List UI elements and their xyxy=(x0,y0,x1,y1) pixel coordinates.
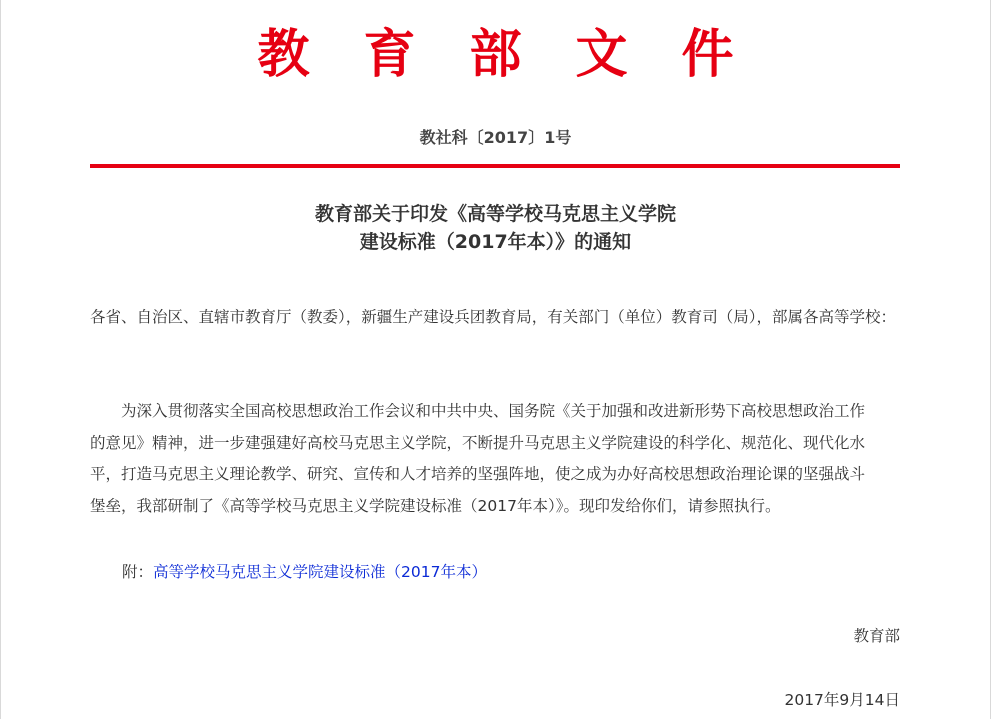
issue-date: 2017年9月14日 xyxy=(784,691,900,709)
attachment-link[interactable]: 高等学校马克思主义学院建设标准（2017年本） xyxy=(153,563,487,581)
notice-title-line-1: 教育部关于印发《高等学校马克思主义学院 xyxy=(314,203,676,225)
body-line xyxy=(90,428,900,460)
attachment-prefix: 附： xyxy=(122,563,154,581)
body-line-text: 堡垒，我部研制了《高等学校马克思主义学院建设标准（2017年本）》。现印发给你们，请参照执行。 xyxy=(90,496,781,515)
attachment xyxy=(122,558,487,586)
body-paragraph xyxy=(90,396,900,522)
header-red-rule xyxy=(90,164,900,168)
page-border-left xyxy=(0,0,1,719)
body-line-text: 平，打造马克思主义理论教学、研究、宣传和人才培养的坚强阵地，使之成为办好高校思想政治理论课的坚强战斗 xyxy=(90,465,866,483)
body-line-text: 的意见》精神，进一步建强建好高校马克思主义学院，不断提升马克思主义学院建设的科学化、规范化、现代化水 xyxy=(90,433,866,452)
body-line xyxy=(90,459,900,491)
document-number: 教社科〔2017〕1号 xyxy=(419,128,572,147)
document-header-title: 教育部文件 xyxy=(257,24,788,85)
notice-title-line-2: 建设标准（2017年本）》的通知 xyxy=(359,231,632,253)
issuer-signature: 教育部 xyxy=(853,627,900,645)
salutation: 各省、自治区、直辖市教育厅（教委），新疆生产建设兵团教育局，有关部门（单位）教育司（局），部属各高等学校： xyxy=(90,308,897,326)
notice-title xyxy=(0,200,991,256)
body-line-text: 为深入贯彻落实全国高校思想政治工作会议和中共中央、国务院《关于加强和改进新形势下高校思想政治工作 xyxy=(121,402,866,420)
body-line xyxy=(90,396,900,428)
body-line xyxy=(90,491,900,523)
